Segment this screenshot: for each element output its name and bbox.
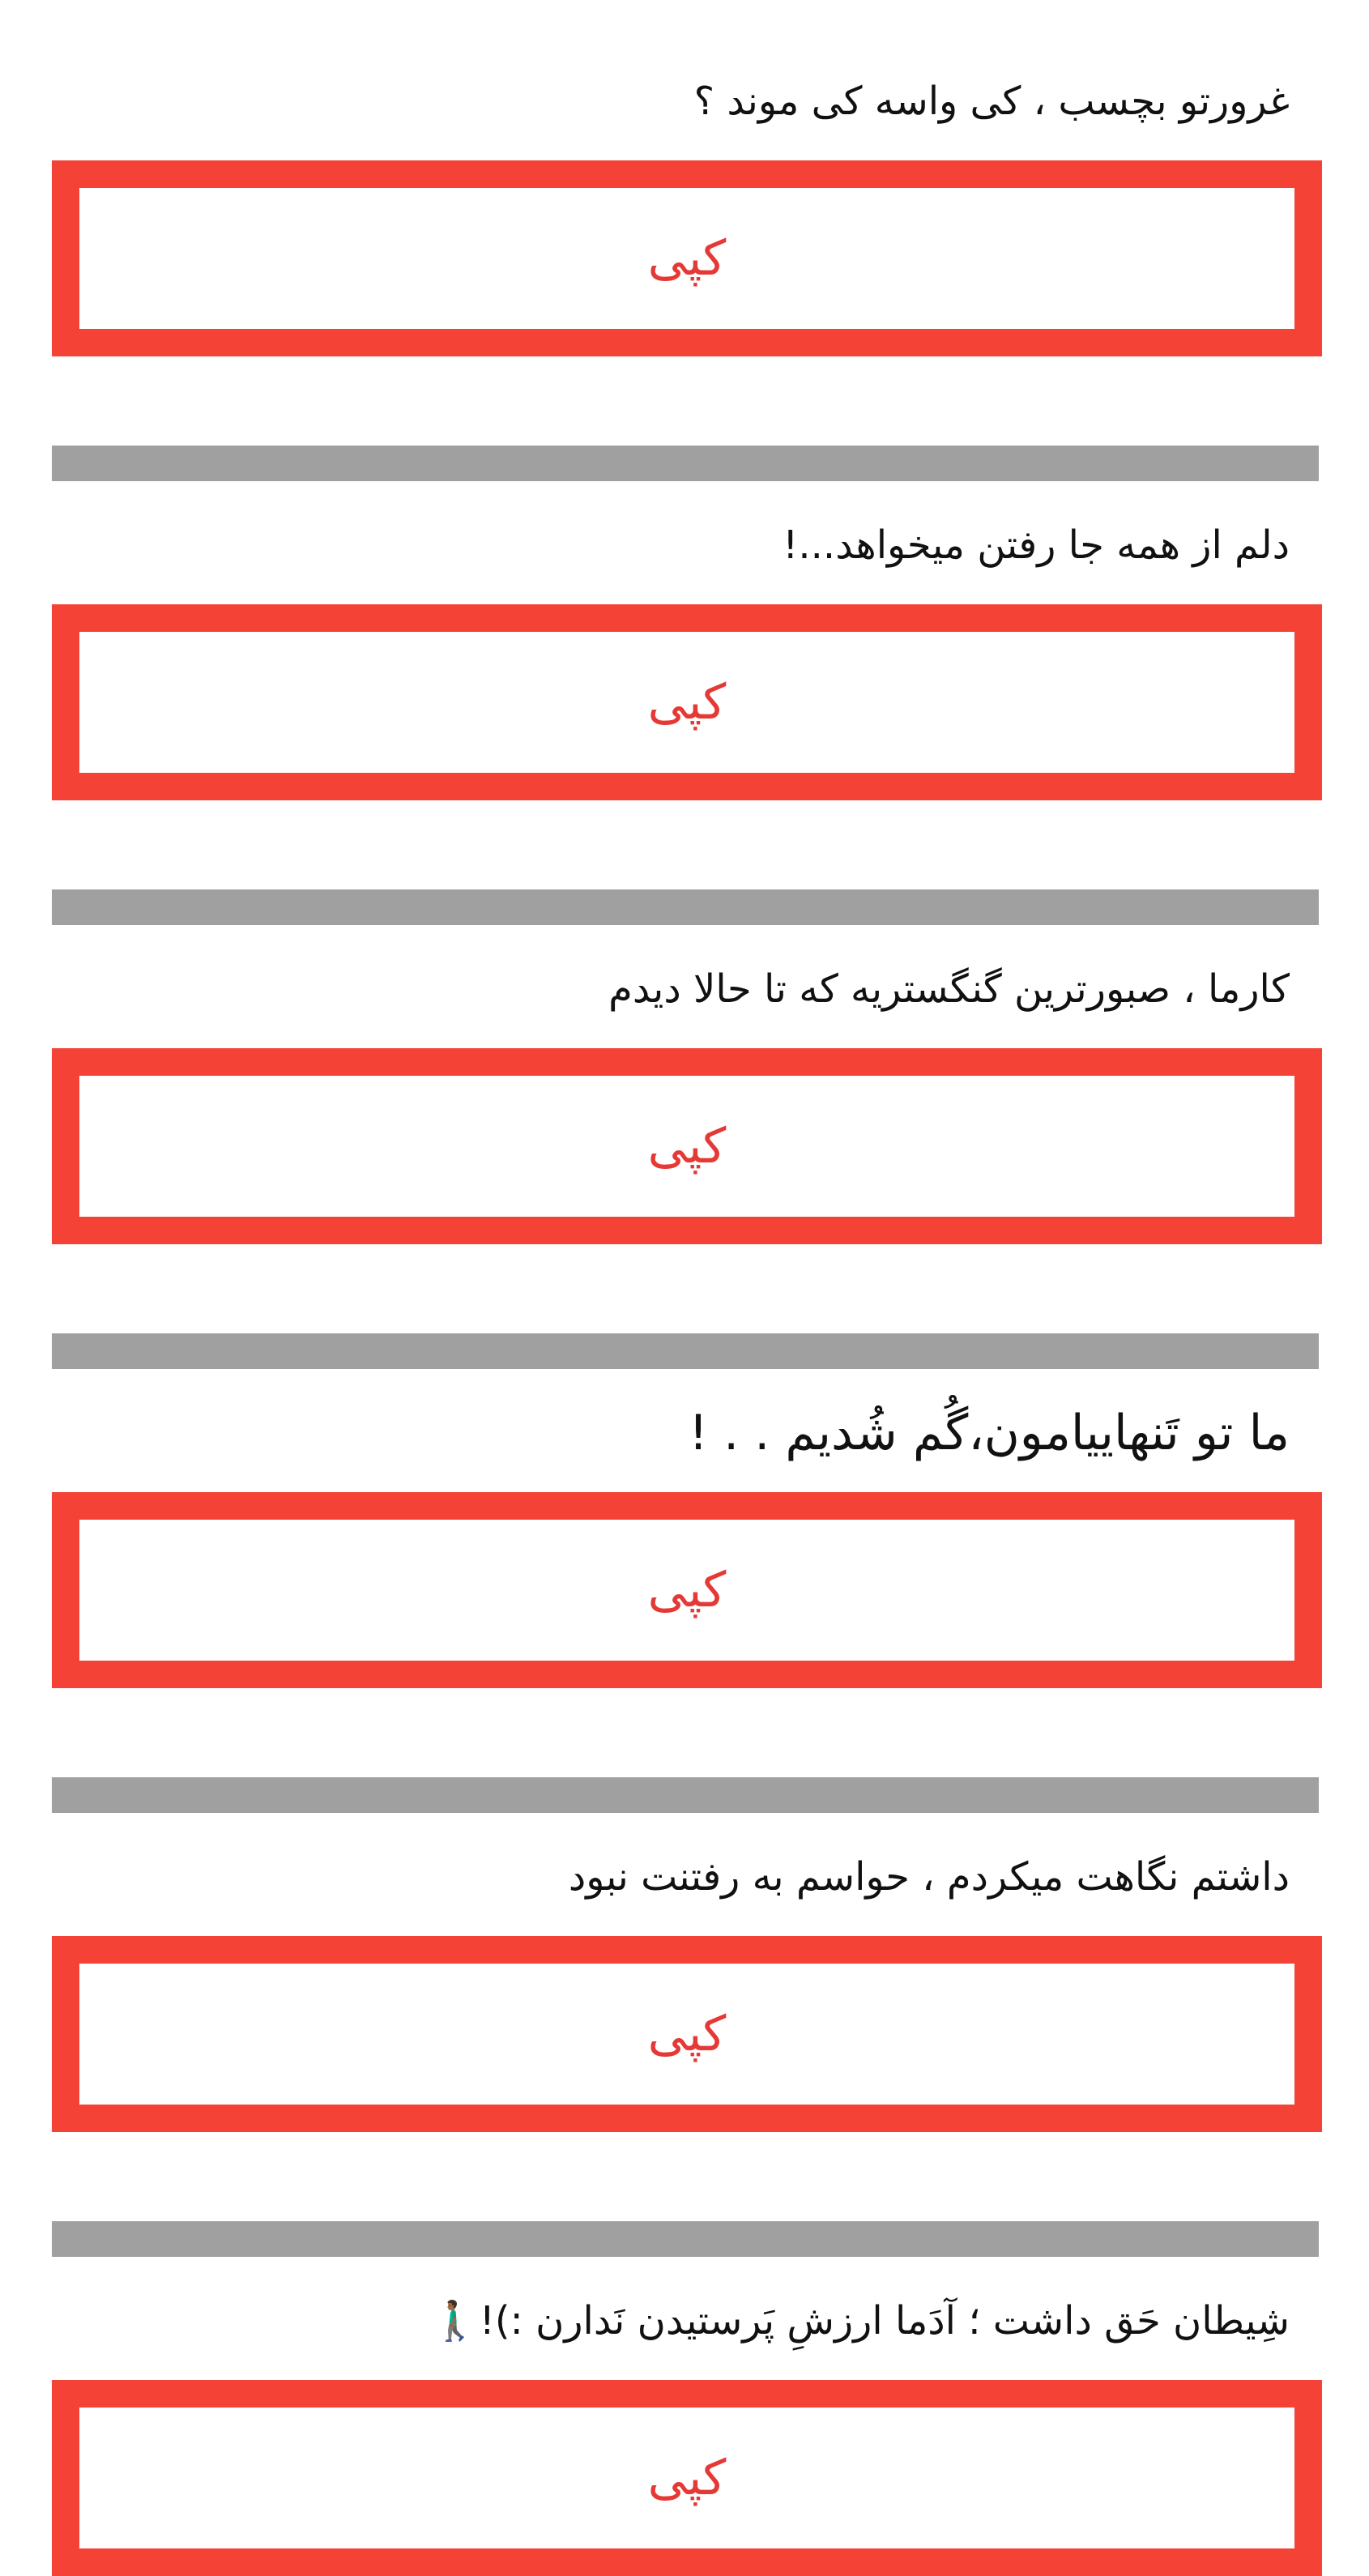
quote-card xyxy=(0,888,1369,1332)
quote-card xyxy=(0,2220,1369,2506)
quote-card xyxy=(0,1776,1369,2220)
quote-text: کارما ، صبورترین گنگستریه که تا حالا دیدم xyxy=(608,966,1290,1012)
copy-button-label: کپی xyxy=(647,1118,727,1175)
quote-text: شِیطان حَق داشت ؛ آدَما ارزشِ پَرستیدن نَدارن :)!🚶🏾‍♂️ xyxy=(430,2298,1290,2344)
copy-button-label: کپی xyxy=(647,2450,727,2506)
quote-text: غرورتو بچسب ، کی واسه کی موند ؟ xyxy=(693,79,1290,124)
quote-card xyxy=(0,1332,1369,1776)
copy-button[interactable] xyxy=(52,1048,1322,1244)
copy-button[interactable] xyxy=(52,160,1322,356)
copy-button[interactable] xyxy=(52,604,1322,800)
copy-button[interactable] xyxy=(52,1492,1322,1688)
quote-card xyxy=(0,444,1369,888)
copy-button[interactable] xyxy=(52,1936,1322,2132)
copy-button-label: کپی xyxy=(647,2006,727,2062)
quote-text: دلم از همه جا رفتن میخواهد...! xyxy=(783,522,1290,568)
quote-text: ما تو تَنهاییامون،گُم شُدیم . . ! xyxy=(688,1405,1290,1461)
copy-button-label: کپی xyxy=(647,230,727,287)
quote-card xyxy=(0,0,1369,444)
quote-text: داشتم نگاهت میکردم ، حواسم به رفتنت نبود xyxy=(568,1854,1290,1900)
copy-button[interactable] xyxy=(52,2380,1322,2576)
copy-button-label: کپی xyxy=(647,674,727,731)
copy-button-label: کپی xyxy=(647,1562,727,1619)
